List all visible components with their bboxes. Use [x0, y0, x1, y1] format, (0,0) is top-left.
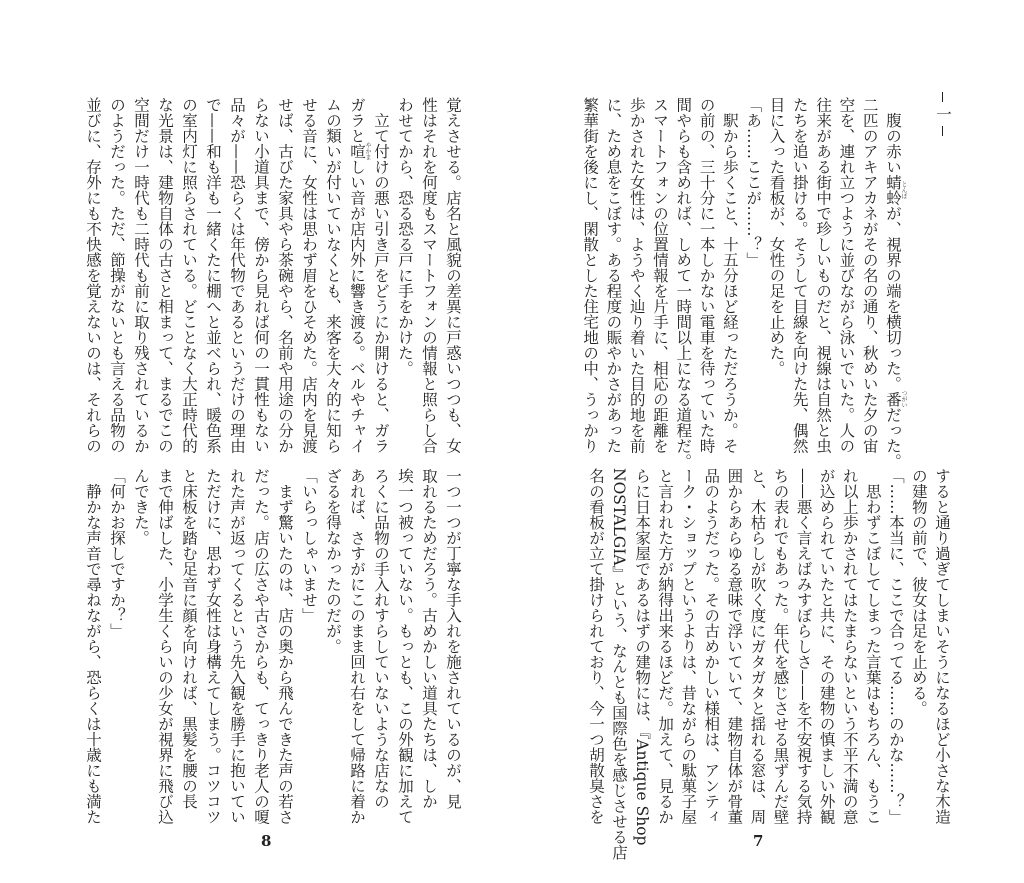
- text-column: 駅から歩くこと、十五分ほど経っただろうか。そ: [720, 97, 739, 454]
- text-column: 繁華街を後にし、閑散とした住宅地の中、うっかり: [581, 97, 600, 454]
- text-column: らない小道具まで、傍から見れば何の一貫性もない: [252, 97, 270, 454]
- text-column: 覚えさせる。店名と風貌の差異に戸惑いつつも、女: [444, 97, 462, 454]
- text-column: せる音に、女性は思わず眉をひそめた。店内を見渡: [300, 97, 318, 454]
- text-column: 目に入った看板が、女性の足を止めた。: [767, 97, 786, 376]
- text-column: すると通り過ぎてしまいそうになるほど小さな木造: [933, 468, 951, 825]
- text-column: で——和も洋も一緒くたに棚へと並べられ、暖色系: [204, 97, 222, 454]
- ruby-reading: とんぼ: [900, 181, 907, 199]
- text-column: 埃一つ被っていない。もっとも、この外観に加えて: [396, 468, 414, 825]
- chapter-number: 一: [934, 106, 952, 122]
- text-column: の室内灯に照らされている。どことなく大正時代的: [180, 97, 198, 454]
- text-column: 思わずこぼしてしまった言葉はもちろん、もうこ: [863, 468, 882, 825]
- text-column: ざるを得なかったのだが。: [324, 468, 342, 654]
- text-column: たちを追い掛ける。そうして目線を向けた先、偶然: [790, 97, 809, 454]
- text-column: 品々が——恐らくは年代物であるというだけの理由: [228, 97, 246, 454]
- text-column: スマートフォンの位置情報を片手に、相応の距離を: [651, 97, 669, 454]
- text-column: れ以上歩かされてはたまらないという不平不満の意: [840, 468, 859, 825]
- text-column: 「いらっしゃいませ」: [300, 468, 318, 623]
- text-column: 往来がある街中で珍しいものだと、視線は自然と虫: [814, 97, 833, 454]
- text-column: と床板を踏む足音に顔を向ければ、黒髪を腰の長: [180, 468, 198, 809]
- text-column: ——悪く言えばみすぼらしさ——を不安視する気持: [794, 468, 813, 825]
- text-column: な光景は、建物自体の古さと相まって、まるでこの: [156, 97, 174, 454]
- text-column: ろくに品物の手入れすらしていないような店なの: [372, 468, 390, 809]
- text-column: まで伸ばした、小学生くらいの少女が視界に飛び込: [156, 468, 174, 825]
- ruby-reading: つがい: [900, 390, 907, 409]
- text-column: の前の、三十分に一本しかない電車を待っていた時: [697, 97, 716, 454]
- text-column: 取れるためだろう。古めかしい道具たちは、しか: [420, 468, 438, 809]
- text-column: 性はそれを何度もスマートフォンの情報と照らし合: [420, 97, 438, 454]
- text-column: NOSTALGIA』という、なんとも国際色を感じさせる店: [610, 468, 629, 861]
- text-column: 腹の赤い蜻蛉が、視界の端を横切った。番だった。: [884, 97, 902, 469]
- text-column: と、木枯らしが吹く度にガタガタと揺れる窓は、周: [748, 468, 767, 825]
- text-column: せば、古びた家具やら茶碗やら、名前や用途の分か: [276, 97, 294, 454]
- text-column: 「あ……ここが……？」: [744, 97, 763, 268]
- text-column: 囲からあらゆる意味で浮いていて、建物自体が骨董: [725, 468, 744, 825]
- text-column: 空間だけ一時代も二時代も前に取り残されているか: [132, 97, 150, 454]
- text-column: が込められていたと共に、その建物の慎ましい外観: [817, 468, 836, 825]
- text-column: のようだった。ただ、節操がないとも言える品物の: [108, 97, 126, 454]
- text-column: ムの類いが付いていなくとも、来客を大々的に知ら: [324, 97, 342, 454]
- text-column: 立て付けの悪い引き戸をどうにか開けると、ガラ: [372, 97, 390, 454]
- text-column: らに日本家屋であるはずの建物には、『Antique Shop: [633, 468, 652, 846]
- text-column: 一つ一つが丁寧な手入れを施されているのが、見: [444, 468, 462, 809]
- ruby-reading: やかま: [364, 142, 371, 161]
- text-column: 空を、連れ立つように並びながら泳いでいた。人の: [837, 97, 856, 454]
- text-column: ーク・ショップというよりは、昔ながらの駄菓子屋: [679, 468, 698, 825]
- text-column: あれば、さすがにこのまま回れ右をして帰路に着か: [348, 468, 366, 825]
- text-column: の建物の前で、彼女は足を止める。: [909, 468, 928, 716]
- chapter-heading: [932, 92, 954, 136]
- text-column: 並びに、存外にも不快感を覚えないのは、それらの: [84, 97, 102, 454]
- text-column: んできた。: [132, 468, 150, 546]
- text-column: まず驚いたのは、店の奥から飛んできた声の若さ: [276, 468, 294, 825]
- text-column: ちの表れでもあった。年代を感じさせる黒ずんだ壁: [771, 468, 790, 825]
- text-column: 名の看板が立て掛けられており、今一つ胡散臭さを: [586, 468, 605, 825]
- text-column: 歩かされた女性は、ようやく辿り着いた目的地を前: [627, 97, 646, 454]
- text-column: 間やらも含めれば、しめて一時間以上になる道程だ。: [674, 97, 693, 469]
- page-number-right: 7: [753, 832, 764, 850]
- text-column: 二匹のアキアカネがその名の通り、秋めいた夕の宙: [860, 97, 879, 454]
- text-column: 静かな声音で尋ねながら、恐らくは十歳にも満た: [84, 468, 102, 825]
- text-column: と言われた方が納得出来るほどだ。加えて、見るか: [656, 468, 675, 825]
- text-column: ただけに、思わず女性は身構えてしまう。コツコツ: [204, 468, 222, 825]
- text-column: 「何かお探しですか？」: [108, 468, 126, 639]
- page-number-left: 8: [261, 832, 272, 850]
- text-column: ガラと喧しい音が店内外に響き渡る。ベルやチャイ: [348, 97, 366, 454]
- text-column: 「……本当に、ここで合ってる……のかな……？」: [886, 468, 905, 825]
- text-column: わせてから、恐る恐る戸に手をかけた。: [396, 97, 414, 376]
- text-column: に、ため息をこぼす。ある程度の賑やかさがあった: [604, 97, 623, 454]
- text-column: れた声が返ってくるという先入観を勝手に抱いてい: [228, 468, 246, 825]
- text-column: 品のようだった。その古めかしい様相は、アンティ: [702, 468, 721, 825]
- text-column: だった。店の広さや古さからも、てっきり老人の嗄: [252, 468, 270, 825]
